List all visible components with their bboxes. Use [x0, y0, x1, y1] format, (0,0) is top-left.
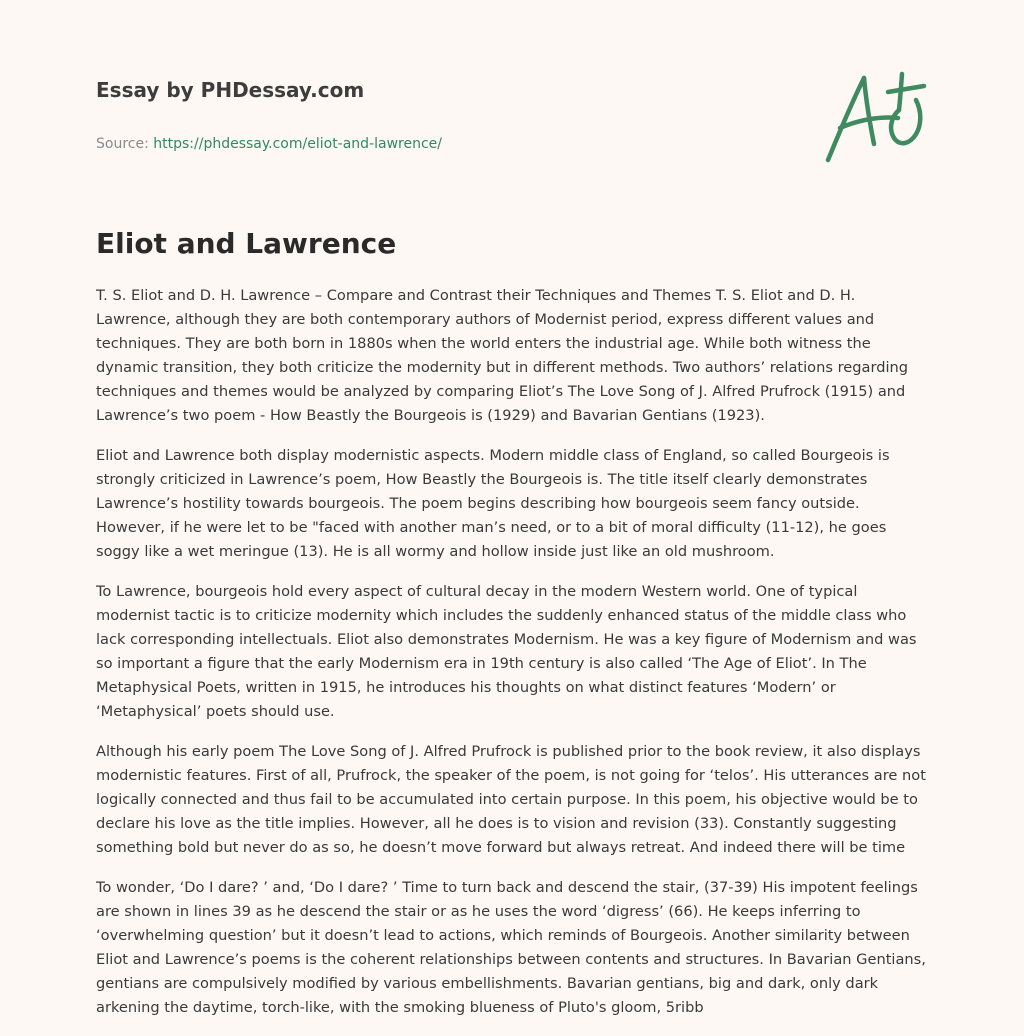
paragraph: T. S. Eliot and D. H. Lawrence – Compare and Contrast their Techniques and Themes T. S. Eliot and D. H. Lawrence, although they are both contemporary authors of Modernist period, express different values and techniques. They are both born in 1880s when the world enters the industrial age. While both witness the dynamic transition, they both criticize the modernity but in different methods. Two authors’ relations regarding techniques and themes would be analyzed by comparing Eliot’s The Love Song of J. Alfred Prufrock (1915) and Lawrence’s two poem - How Beastly the Bourgeois is (1929) and Bavarian Gentians (1923). [96, 287, 909, 424]
source-link[interactable]: https://phdessay.com/eliot-and-lawrence/ [153, 136, 443, 152]
source-label: Source: [96, 136, 154, 152]
paragraph: Eliot and Lawrence both display modernistic aspects. Modern middle class of England, so called Bourgeois is strongly criticized in Lawrence’s poem, How Beastly the Bourgeois is. The title itself clearly demonstrates Lawrence’s hostility towards bourgeois. The poem begins describing how bourgeois seem fancy outside. However, if he were let to be "faced with another man’s need, or to a bit of moral difficulty (11-12), he goes soggy like a wet meringue (13). He is all wormy and hollow inside just like an old mushroom. [96, 447, 890, 560]
a-plus-logo [818, 66, 930, 166]
site-title: Essay by PHDessay.com [96, 78, 365, 102]
header [96, 76, 796, 154]
paragraph: To Lawrence, bourgeois hold every aspect of cultural decay in the modern Western world. One of typical modernist tactic is to criticize modernity which includes the suddenly enhanced status of the middle class who lack corresponding intellectuals. Eliot also demonstrates Modernism. He was a key figure of Modernism and was so important a figure that the early Modernism era in 19th century is also called ‘The Age of Eliot’. In The Metaphysical Poets, written in 1915, he introduces his thoughts on what distinct features ‘Modern’ or ‘Metaphysical’ poets should use. [96, 583, 917, 720]
essay-body [96, 284, 928, 1036]
essay-title: Eliot and Lawrence [96, 227, 397, 260]
paragraph: Although his early poem The Love Song of J. Alfred Prufrock is published prior to the book review, it also displays modernistic features. First of all, Prufrock, the speaker of the poem, is not going for ‘telos’. His utterances are not logically connected and thus fail to be accumulated into certain purpose. In this poem, his objective would be to declare his love as the title implies. However, all he does is to vision and revision (33). Constantly suggesting something bold but never do as so, he doesn’t move forward but always retreat. And indeed there will be time [96, 743, 926, 856]
paragraph: To wonder, ‘Do I dare? ’ and, ‘Do I dare? ’ Time to turn back and descend the stair, (37-39) His impotent feelings are shown in lines 39 as he descend the stair or as he uses the word ‘digress’ (66). He keeps inferring to ‘overwhelming question’ but it doesn’t lead to actions, which reminds of Bourgeois. Another similarity between Eliot and Lawrence’s poems is the coherent relationships between contents and structures. In Bavarian Gentians, gentians are compulsively modified by various embellishments. Bavarian gentians, big and dark, only dark arkening the daytime, torch-like, with the smoking blueness of Pluto's gloom, 5ribb [96, 879, 926, 1016]
source-line [96, 134, 796, 154]
